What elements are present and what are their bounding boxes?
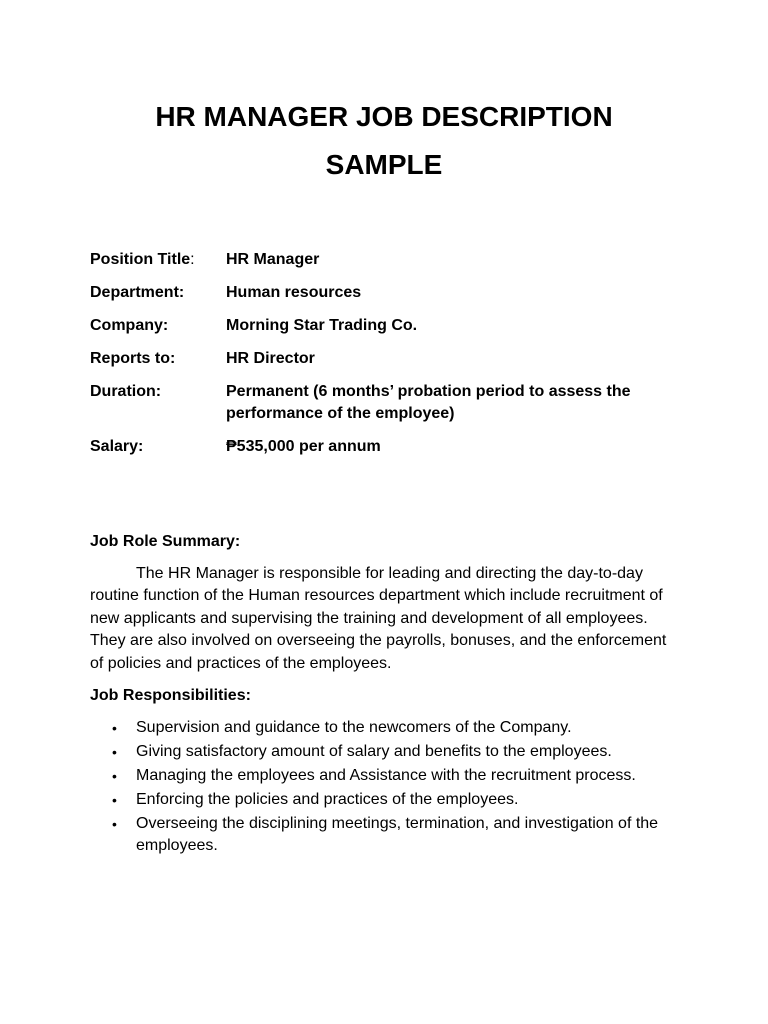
field-value: HR Manager <box>226 251 320 268</box>
bullet-icon: • <box>112 816 117 833</box>
field-value: ₱535,000 per annum <box>226 438 381 455</box>
list-item-text: Managing the employees and Assistance with the recruitment process. <box>136 767 636 785</box>
field-label: Department: <box>90 284 185 301</box>
page-title <box>90 0 678 189</box>
responsibilities-list <box>90 717 678 857</box>
list-item <box>90 741 678 763</box>
list-item <box>90 813 678 857</box>
field-label: Position Title <box>90 251 191 268</box>
field-value: HR Director <box>226 350 315 367</box>
job-responsibilities-heading: Job Responsibilities: <box>90 687 251 705</box>
field-salary <box>90 436 678 458</box>
field-label: Salary: <box>90 438 144 455</box>
field-company <box>90 315 678 337</box>
list-item-text: Giving satisfactory amount of salary and benefits to the employees. <box>136 743 612 761</box>
page-title-line-1: HR MANAGER JOB DESCRIPTION <box>155 101 613 132</box>
list-item <box>90 717 678 739</box>
list-item <box>90 789 678 811</box>
job-role-summary-text: The HR Manager is responsible for leading and directing the day-to-day routine function of the Human resources department which include recruitment of new applicants and supervising the training and development of all employees. They are also involved on overseeing the payrolls, bonuses, and the enforcement of policies and practices of the employees. <box>90 565 667 672</box>
list-item-text: Supervision and guidance to the newcomers of the Company. <box>136 719 572 737</box>
list-item <box>90 765 678 787</box>
field-value: Permanent (6 months’ probation period to assess the performance of the employee) <box>226 383 631 422</box>
field-department <box>90 282 678 304</box>
field-value: Human resources <box>226 284 362 301</box>
field-position-title <box>90 249 678 271</box>
job-details <box>90 249 678 458</box>
field-label: Reports to: <box>90 350 176 367</box>
list-item-text: Enforcing the policies and practices of the employees. <box>136 791 519 809</box>
field-label: Company: <box>90 317 169 334</box>
field-duration <box>90 381 678 425</box>
job-role-summary-heading: Job Role Summary: <box>90 533 241 550</box>
field-label: Duration: <box>90 383 162 400</box>
field-reports-to <box>90 348 678 370</box>
bullet-icon: • <box>112 744 117 761</box>
field-value: Morning Star Trading Co. <box>226 317 418 334</box>
page-title-line-2: SAMPLE <box>325 149 443 180</box>
field-label-colon: : <box>190 251 195 268</box>
list-item-text: Overseeing the disciplining meetings, termination, and investigation of the employees. <box>136 815 659 855</box>
bullet-icon: • <box>112 792 117 809</box>
bullet-icon: • <box>112 768 117 785</box>
bullet-icon: • <box>112 720 117 737</box>
